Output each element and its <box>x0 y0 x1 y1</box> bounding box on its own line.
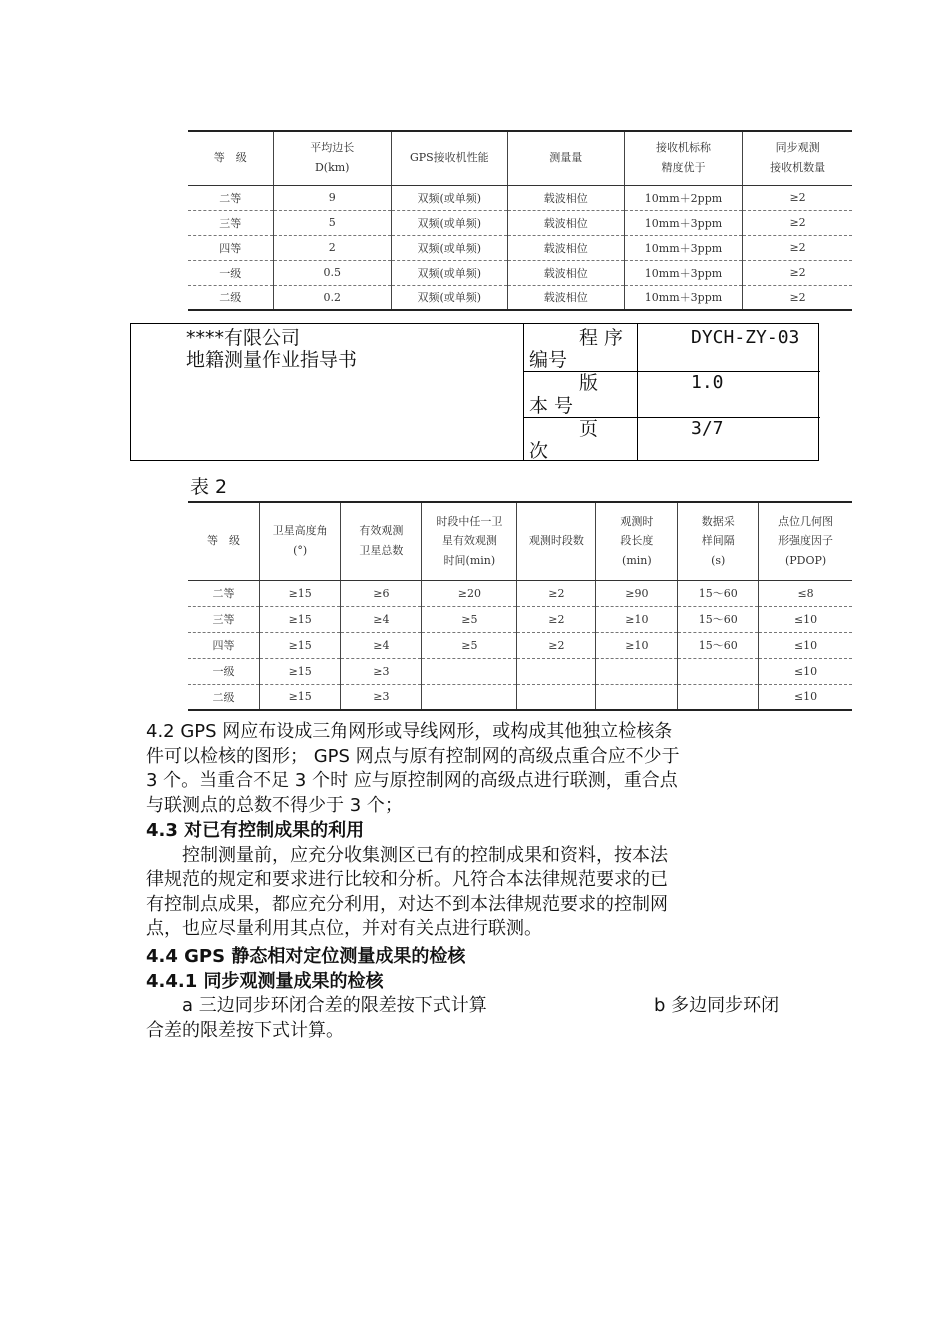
table-cell: ≥15 <box>259 606 340 632</box>
section-4-4-line-a: a 三边同步环闭合差的限差按下式计算 <box>146 995 487 1017</box>
section-4-4-line-c: 合差的限差按下式计算。 <box>146 1019 344 1041</box>
table-cell: 二级 <box>188 285 273 310</box>
table-row <box>188 210 852 235</box>
table-cell: ≥10 <box>596 632 678 658</box>
table-header-cell: 时段中任一卫 星有效观测 时间(min) <box>422 502 517 580</box>
table-cell <box>678 658 759 684</box>
version-label-top: 版 <box>579 372 599 394</box>
section-4-2-line: 3 个。当重合不足 3 个时 应与原控制网的高级点进行联测，重合点 <box>146 770 678 792</box>
table-cell: 三等 <box>188 606 259 632</box>
gps-grade-spec-table <box>188 130 852 311</box>
table-cell: 5 <box>273 210 391 235</box>
table-cell: 双频(或单频) <box>391 235 507 260</box>
table-cell: 0.5 <box>273 260 391 285</box>
table-row <box>188 658 852 684</box>
table-cell: 双频(或单频) <box>391 210 507 235</box>
table-cell: 二等 <box>188 580 259 606</box>
table-cell: 三等 <box>188 210 273 235</box>
observation-spec-table <box>188 501 852 711</box>
table-cell: 载波相位 <box>507 210 624 235</box>
program-label-top: 程 序 <box>579 327 624 349</box>
table-cell: 载波相位 <box>507 285 624 310</box>
section-4-4-heading: 4.4 GPS 静态相对定位测量成果的检核 <box>146 946 466 967</box>
table-row <box>188 285 852 310</box>
table-cell: 15～60 <box>678 580 759 606</box>
table-row <box>188 684 852 710</box>
table-cell: ≥2 <box>743 210 852 235</box>
table-cell: ≥2 <box>743 235 852 260</box>
table-cell: ≥4 <box>341 606 422 632</box>
table-cell: ≥15 <box>259 658 340 684</box>
section-4-3 <box>146 819 816 942</box>
table-row <box>188 235 852 260</box>
document-header-box <box>130 323 819 461</box>
version-number: 1.0 <box>691 372 724 393</box>
table-cell: 二级 <box>188 684 259 710</box>
section-4-3-line: 有控制点成果，都应充分利用，对达不到本法律规范要求的控制网 <box>146 893 668 915</box>
table-header-cell: 卫星高度角 (°) <box>259 502 340 580</box>
table-row <box>188 185 852 210</box>
section-4-2-line: 4.2 GPS 网应布设成三角网形或导线网形，或构成其他独立检核条 <box>146 721 673 742</box>
table-cell: ≥3 <box>341 658 422 684</box>
section-4-2-line: 与联测点的总数不得少于 3 个； <box>146 794 403 816</box>
table-cell: ≥3 <box>341 684 422 710</box>
table-cell: ≤10 <box>759 606 852 632</box>
table-cell: 10mm＋3ppm <box>624 210 742 235</box>
table-cell <box>678 684 759 710</box>
table-cell: 四等 <box>188 235 273 260</box>
table-header-cell: 有效观测 卫星总数 <box>341 502 422 580</box>
table-cell: ≥10 <box>596 606 678 632</box>
section-4-3-heading: 4.3 对已有控制成果的利用 <box>146 820 365 841</box>
table-cell: ≥15 <box>259 684 340 710</box>
table-cell: 载波相位 <box>507 235 624 260</box>
table-cell: ≥5 <box>422 632 517 658</box>
table-row <box>188 260 852 285</box>
section-4-4 <box>146 945 816 1043</box>
program-label-bottom: 编号 <box>529 349 568 371</box>
section-4-4-line-b: b 多边同步环闭 <box>654 995 780 1017</box>
page-label-bottom: 次 <box>529 440 549 462</box>
section-4-2 <box>146 720 816 818</box>
table-cell: ≤10 <box>759 684 852 710</box>
table-cell: ≥2 <box>517 606 596 632</box>
table-cell: 双频(或单频) <box>391 185 507 210</box>
table-row <box>188 580 852 606</box>
table-row <box>188 606 852 632</box>
table-header-cell: 等 级 <box>188 131 273 185</box>
table-cell: 9 <box>273 185 391 210</box>
section-4-3-line: 控制测量前，应充分收集测区已有的控制成果和资料，按本法 <box>146 844 668 866</box>
table-cell: ≥2 <box>743 285 852 310</box>
table-cell <box>517 684 596 710</box>
table-header-cell: 点位几何图 形强度因子 (PDOP) <box>759 502 852 580</box>
table-header-cell: 观测时段数 <box>517 502 596 580</box>
table-cell: ≥2 <box>517 632 596 658</box>
table-cell: 15～60 <box>678 632 759 658</box>
table-cell: 10mm＋3ppm <box>624 285 742 310</box>
table-cell: ≥2 <box>743 260 852 285</box>
table-cell: ≤10 <box>759 658 852 684</box>
table-cell: 一级 <box>188 658 259 684</box>
table-header-cell: GPS接收机性能 <box>391 131 507 185</box>
table-header-cell: 观测时 段长度 (min) <box>596 502 678 580</box>
page-number: 3/7 <box>691 418 724 439</box>
table-cell: ≥2 <box>743 185 852 210</box>
table-header-cell: 同步观测 接收机数量 <box>743 131 852 185</box>
table-cell <box>596 658 678 684</box>
page-label-top: 页 <box>579 418 599 440</box>
table-header-cell: 平均边长 D(km) <box>273 131 391 185</box>
table-cell: ≥4 <box>341 632 422 658</box>
section-4-3-line: 律规范的规定和要求进行比较和分析。凡符合本法律规范要求的已 <box>146 869 668 891</box>
table-header-cell: 测量量 <box>507 131 624 185</box>
table-cell: ≥20 <box>422 580 517 606</box>
version-label-bottom: 本 号 <box>529 395 574 417</box>
table-cell: ≥15 <box>259 632 340 658</box>
table-cell: 载波相位 <box>507 185 624 210</box>
doc-title: 地籍测量作业指导书 <box>186 349 358 371</box>
section-4-2-line: 件可以检核的图形； GPS 网点与原有控制网的高级点重合应不少于 <box>146 745 680 767</box>
table-cell: 一级 <box>188 260 273 285</box>
table-cell <box>422 684 517 710</box>
table-cell <box>422 658 517 684</box>
table-cell: 四等 <box>188 632 259 658</box>
section-4-4-1-heading: 4.4.1 同步观测量成果的检核 <box>146 970 384 992</box>
table-cell: 0.2 <box>273 285 391 310</box>
section-4-3-line: 点，也应尽量利用其点位，并对有关点进行联测。 <box>146 918 542 940</box>
table-cell: 双频(或单频) <box>391 260 507 285</box>
table-cell: 载波相位 <box>507 260 624 285</box>
table-cell: 10mm＋3ppm <box>624 260 742 285</box>
program-number: DYCH-ZY-03 <box>691 327 800 348</box>
table-cell: ≥2 <box>517 580 596 606</box>
table-cell: ≥6 <box>341 580 422 606</box>
table-cell: ≤8 <box>759 580 852 606</box>
company-name: ****有限公司 <box>186 327 301 349</box>
table2-caption: 表 2 <box>190 476 228 498</box>
table-cell: 双频(或单频) <box>391 285 507 310</box>
table-cell: ≥90 <box>596 580 678 606</box>
table-header-cell: 等 级 <box>188 502 259 580</box>
table-cell: ≥5 <box>422 606 517 632</box>
table-cell: 15～60 <box>678 606 759 632</box>
table-cell: ≥15 <box>259 580 340 606</box>
table-header-cell: 数据采 样间隔 (s) <box>678 502 759 580</box>
table-cell: 10mm＋2ppm <box>624 185 742 210</box>
table-header-cell: 接收机标称 精度优于 <box>624 131 742 185</box>
table-row <box>188 632 852 658</box>
table-cell: 2 <box>273 235 391 260</box>
table-cell <box>517 658 596 684</box>
table-cell: ≤10 <box>759 632 852 658</box>
table-cell: 二等 <box>188 185 273 210</box>
table-cell: 10mm＋3ppm <box>624 235 742 260</box>
table-cell <box>596 684 678 710</box>
